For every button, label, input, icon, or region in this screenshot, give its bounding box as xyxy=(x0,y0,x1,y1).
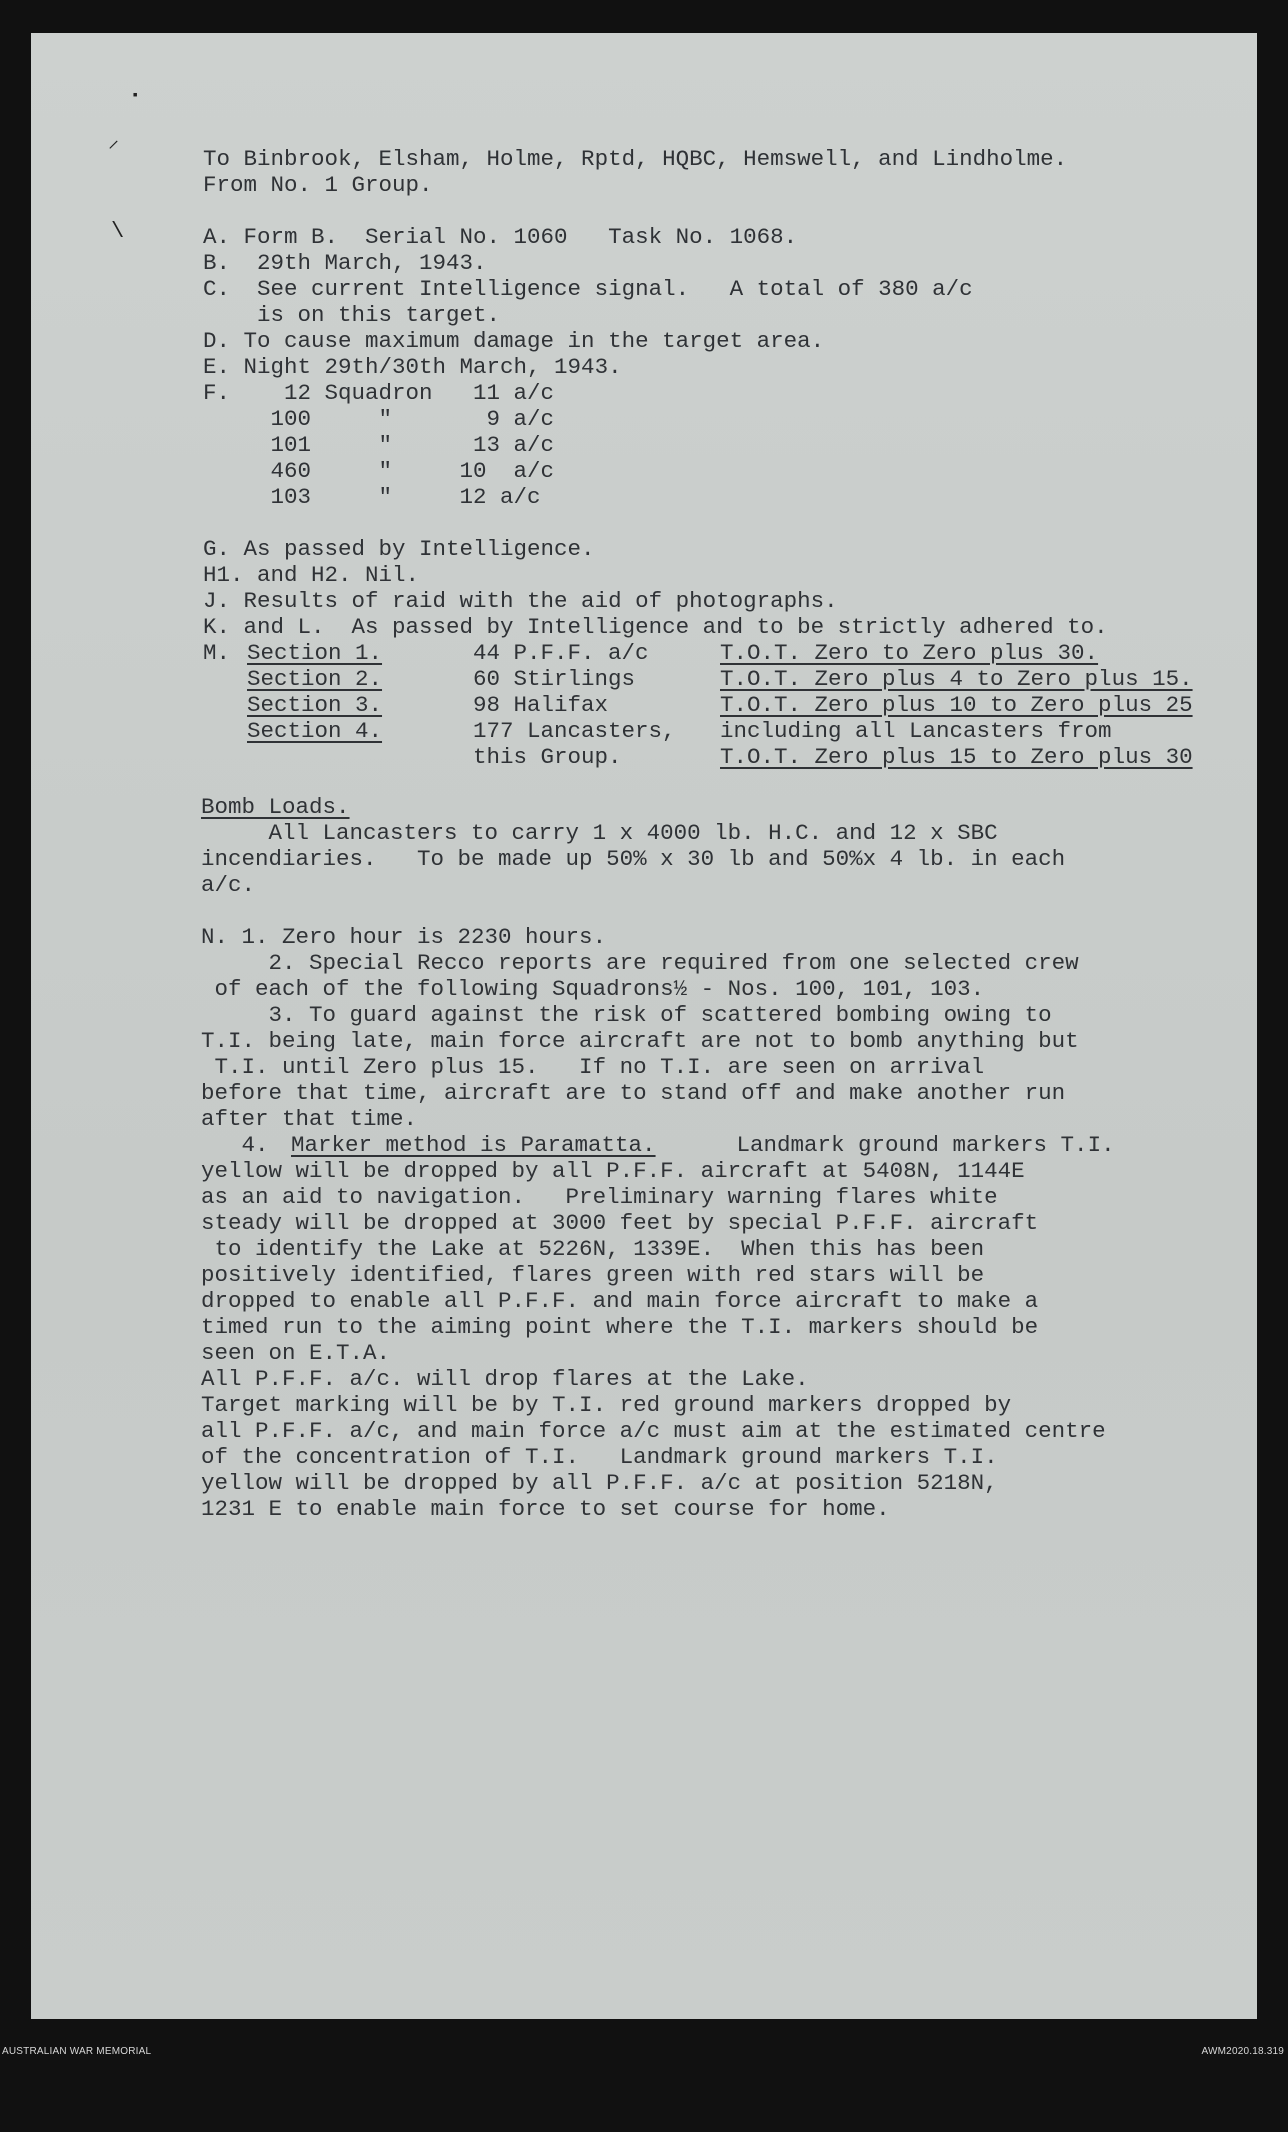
note-line: of each of the following Squadrons½ - Nos. 100, 101, 103. xyxy=(201,976,985,1002)
section-name: Section 3. xyxy=(247,692,383,718)
section-tot: T.O.T. Zero plus 15 to Zero plus 30 xyxy=(720,744,1193,770)
ink-mark: ▪ xyxy=(131,88,140,104)
bomb-loads-line: incendiaries. To be made up 50% x 30 lb and 50%x 4 lb. in each xyxy=(201,846,1066,872)
bomb-loads-heading: Bomb Loads. xyxy=(201,794,350,820)
note-line: Target marking will be by T.I. red ground markers dropped by xyxy=(201,1392,1012,1418)
footer-accession: AWM2020.18.319 xyxy=(1201,2046,1284,2057)
bomb-loads-line: All Lancasters to carry 1 x 4000 lb. H.C. and 12 x SBC xyxy=(201,820,998,846)
section-aircraft: 98 Halifax xyxy=(473,692,609,718)
note-line: to identify the Lake at 5226N, 1339E. When this has been xyxy=(201,1236,985,1262)
section-tot: T.O.T. Zero to Zero plus 30. xyxy=(720,640,1099,666)
squadron-row: 100 " 9 a/c xyxy=(203,406,555,432)
note-line: T.I. until Zero plus 15. If no T.I. are seen on arrival xyxy=(201,1054,985,1080)
note-line: of the concentration of T.I. Landmark ground markers T.I. xyxy=(201,1444,998,1470)
note-line: dropped to enable all P.F.F. and main force aircraft to make a xyxy=(201,1288,1039,1314)
squadron-row: 103 " 12 a/c xyxy=(203,484,541,510)
section-tot: T.O.T. Zero plus 4 to Zero plus 15. xyxy=(720,666,1193,692)
note-line: timed run to the aiming point where the T.I. markers should be xyxy=(201,1314,1039,1340)
note4-rest: Landmark ground markers T.I. xyxy=(696,1132,1115,1158)
note-line: 3. To guard against the risk of scattered bombing owing to xyxy=(201,1002,1052,1028)
section-aircraft: 60 Stirlings xyxy=(473,666,636,692)
note-line: positively identified, flares green with red stars will be xyxy=(201,1262,985,1288)
footer-source: AUSTRALIAN WAR MEMORIAL xyxy=(2,2046,152,2057)
note-line: seen on E.T.A. xyxy=(201,1340,391,1366)
item-g: G. As passed by Intelligence. xyxy=(203,536,595,562)
note4-number: 4. xyxy=(201,1132,283,1158)
note-line: yellow will be dropped by all P.F.F. a/c at position 5218N, xyxy=(201,1470,998,1496)
section-tot: including all Lancasters from xyxy=(720,718,1112,744)
note-line: after that time. xyxy=(201,1106,418,1132)
ink-mark: \ xyxy=(111,219,125,244)
note-line: 1231 E to enable main force to set course for home. xyxy=(201,1496,890,1522)
note-line: All P.F.F. a/c. will drop flares at the Lake. xyxy=(201,1366,809,1392)
item-e: E. Night 29th/30th March, 1943. xyxy=(203,354,622,380)
note-line: yellow will be dropped by all P.F.F. aircraft at 5408N, 1144E xyxy=(201,1158,1025,1184)
item-b: B. 29th March, 1943. xyxy=(203,250,487,276)
address-line: To Binbrook, Elsham, Holme, Rptd, HQBC, Hemswell, and Lindholme. xyxy=(203,146,1068,172)
squadron-row: 101 " 13 a/c xyxy=(203,432,555,458)
note-line: N. 1. Zero hour is 2230 hours. xyxy=(201,924,607,950)
section-name: Section 2. xyxy=(247,666,383,692)
item-c-cont: is on this target. xyxy=(203,302,501,328)
item-h: H1. and H2. Nil. xyxy=(203,562,420,588)
item-a: A. Form B. Serial No. 1060 Task No. 1068. xyxy=(203,224,798,250)
squadron-row: 460 " 10 a/c xyxy=(203,458,555,484)
section-tot: T.O.T. Zero plus 10 to Zero plus 25 xyxy=(720,692,1193,718)
note-line: T.I. being late, main force aircraft are not to bomb anything but xyxy=(201,1028,1079,1054)
item-kl: K. and L. As passed by Intelligence and to be strictly adhered to. xyxy=(203,614,1108,640)
item-c: C. See current Intelligence signal. A total of 380 a/c xyxy=(203,276,973,302)
section-name: Section 1. xyxy=(247,640,383,666)
bomb-loads-line: a/c. xyxy=(201,872,256,898)
ink-mark: ⸝ xyxy=(108,129,120,154)
squadron-row: F. 12 Squadron 11 a/c xyxy=(203,380,555,406)
note-line: before that time, aircraft are to stand off and make another run xyxy=(201,1080,1066,1106)
note-line: steady will be dropped at 3000 feet by special P.F.F. aircraft xyxy=(201,1210,1039,1236)
note-line: as an aid to navigation. Preliminary warning flares white xyxy=(201,1184,998,1210)
section-aircraft: this Group. xyxy=(473,744,622,770)
document-page xyxy=(31,33,1257,2019)
from-line: From No. 1 Group. xyxy=(203,172,433,198)
section-aircraft: 177 Lancasters, xyxy=(473,718,676,744)
section-aircraft: 44 P.F.F. a/c xyxy=(473,640,649,666)
note4-title: Marker method is Paramatta. xyxy=(291,1132,656,1158)
section-name: Section 4. xyxy=(247,718,383,744)
note-line: all P.F.F. a/c, and main force a/c must aim at the estimated centre xyxy=(201,1418,1106,1444)
item-d: D. To cause maximum damage in the target area. xyxy=(203,328,825,354)
note-line: 2. Special Recco reports are required from one selected crew xyxy=(201,950,1079,976)
item-j: J. Results of raid with the aid of photographs. xyxy=(203,588,838,614)
section-prefix: M. xyxy=(203,640,244,666)
